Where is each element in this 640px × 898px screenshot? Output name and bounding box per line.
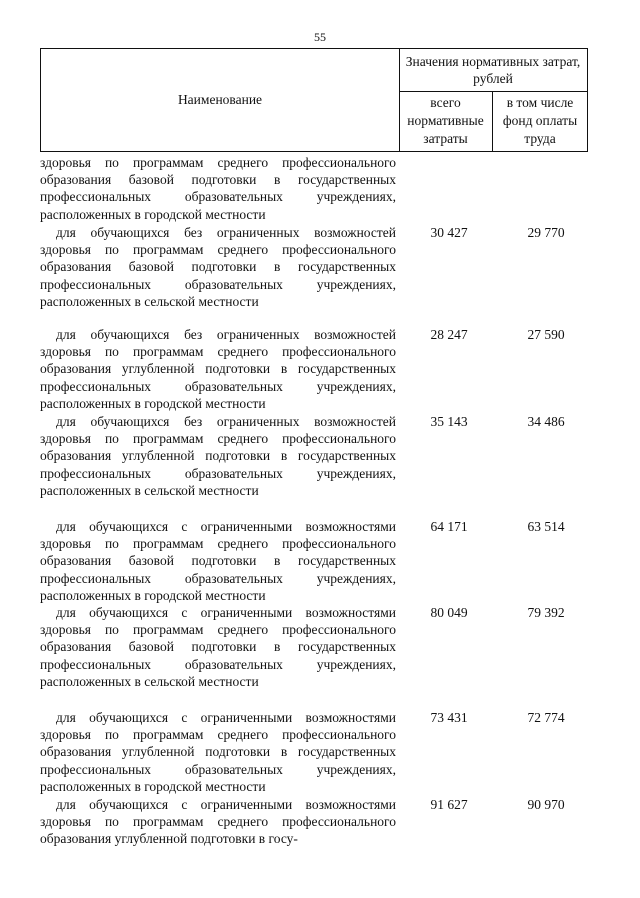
row-text: для обучающихся без ограниченных возможностей здоровья по программам среднего профессионального образования углубленной подготовки в государственных профессиональных образовательных учреждениях, расположенных в сельской местности xyxy=(40,414,396,498)
page-number: 55 xyxy=(314,30,326,44)
row-payroll: 27 590 xyxy=(527,327,565,342)
row-payroll: 90 970 xyxy=(527,797,565,812)
row-payroll: 72 774 xyxy=(527,710,565,725)
continuation-text: здоровья по программам среднего профессионального образования базовой подготовки в государственных профессиональных образовательных учреждениях, расположенных в городской местности xyxy=(40,155,396,222)
row-total: 80 049 xyxy=(430,605,468,620)
row-payroll: 34 486 xyxy=(527,414,565,429)
row-total: 35 143 xyxy=(430,414,468,429)
row-total: 64 171 xyxy=(430,519,468,534)
row-text: для обучающихся с ограниченными возможностями здоровья по программам среднего профессионального образования углубленной подготовки в государственных профессиональных образовательных учреждениях, расположенных в городской местности xyxy=(40,710,396,794)
row-total: 73 431 xyxy=(430,710,468,725)
row-text: для обучающихся с ограниченными возможностями здоровья по программам среднего профессионального образования базовой подготовки в государственных профессиональных образовательных учреждениях, расположенных в сельской местности xyxy=(40,605,396,689)
header-name: Наименование xyxy=(41,49,400,151)
row-total: 91 627 xyxy=(430,797,468,812)
row-text: для обучающихся с ограниченными возможностями здоровья по программам среднего профессионального образования базовой подготовки в государственных профессиональных образовательных учреждениях, расположенных в городской местности xyxy=(40,519,396,603)
row-total: 30 427 xyxy=(430,225,468,240)
table-header xyxy=(40,48,588,152)
header-values-group: Значения нормативных затрат, рублей xyxy=(399,49,587,92)
row-payroll: 79 392 xyxy=(527,605,565,620)
header-col-total: всего нормативные затраты xyxy=(399,91,493,151)
row-payroll: 29 770 xyxy=(527,225,565,240)
row-payroll: 63 514 xyxy=(527,519,565,534)
header-col-payroll: в том числе фонд оплаты труда xyxy=(502,95,578,146)
row-text: для обучающихся с ограниченными возможностями здоровья по программам среднего профессионального образования углубленной подготовки в госу- xyxy=(40,797,396,847)
row-total: 28 247 xyxy=(430,327,468,342)
row-text: для обучающихся без ограниченных возможностей здоровья по программам среднего профессионального образования углубленной подготовки в государственных профессиональных образовательных учреждениях, расположенных в городской местности xyxy=(40,327,396,411)
row-text: для обучающихся без ограниченных возможностей здоровья по программам среднего профессионального образования базовой подготовки в государственных профессиональных образовательных учреждениях, расположенных в сельской местности xyxy=(40,225,396,309)
